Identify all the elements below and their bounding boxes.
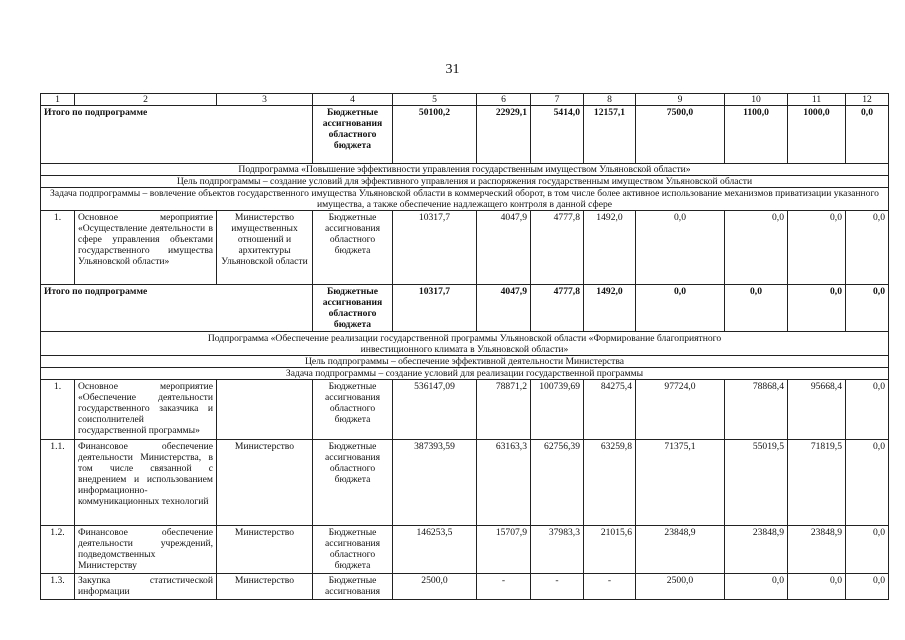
funding-source: Бюджетные ассигнования областного бюджета	[313, 285, 393, 332]
total-label: Итого по подпрограмме	[41, 106, 313, 164]
value-year: 21015,6	[584, 526, 636, 574]
col-header-6: 6	[477, 94, 531, 106]
subprogram-title: Подпрограмма «Повышение эффективности управления государственным имуществом Ульяновской области»	[41, 164, 889, 176]
measure-name: Основное мероприятие «Осуществление деятельности в сфере управления объектами государственного имущества Ульяновской области»	[75, 211, 217, 285]
table-row	[41, 526, 889, 574]
value-total: 387393,59	[393, 440, 477, 526]
value-year: 0,0	[846, 440, 889, 526]
measure-name: Закупка статистической информации	[75, 574, 217, 600]
subprogram-goal: Цель подпрограммы – обеспечение эффективной деятельности Министерства	[41, 356, 889, 368]
value-year: 23848,9	[725, 526, 788, 574]
value-year: 63163,3	[477, 440, 531, 526]
value-year: 5414,0	[531, 106, 584, 164]
col-header-10: 10	[725, 94, 788, 106]
value-year: 55019,5	[725, 440, 788, 526]
col-header-5: 5	[393, 94, 477, 106]
subprogram-title-row	[41, 164, 889, 176]
subprogram-total-row	[41, 285, 889, 332]
subprogram-title: Подпрограмма «Обеспечение реализации государственной программы Ульяновской области «Формирование благоприятного инвестиционного климата в Ульяновской области»	[41, 332, 889, 356]
table-row	[41, 380, 889, 440]
value-year: 0,0	[636, 285, 725, 332]
col-header-12: 12	[846, 94, 889, 106]
value-year: 62756,39	[531, 440, 584, 526]
value-year: 4777,8	[531, 211, 584, 285]
value-year: 12157,1	[584, 106, 636, 164]
value-year: 37983,3	[531, 526, 584, 574]
value-year: -	[477, 574, 531, 600]
subprogram-goal: Цель подпрограммы – создание условий для эффективного управления и распоряжения государственным имуществом Ульяновской области	[41, 176, 889, 188]
col-header-1: 1	[41, 94, 75, 106]
row-number: 1.	[41, 380, 75, 440]
value-total: 50100,2	[393, 106, 477, 164]
value-year: 0,0	[846, 574, 889, 600]
row-number: 1.3.	[41, 574, 75, 600]
value-year: 0,0	[725, 211, 788, 285]
value-year: 0,0	[788, 285, 846, 332]
col-header-3: 3	[217, 94, 313, 106]
executor	[217, 380, 313, 440]
value-year: 63259,8	[584, 440, 636, 526]
funding-source: Бюджетные ассигнования областного бюджета	[313, 106, 393, 164]
value-year: 1492,0	[584, 285, 636, 332]
executor: Министерство	[217, 440, 313, 526]
value-total: 10317,7	[393, 211, 477, 285]
value-year: 2500,0	[636, 574, 725, 600]
value-year: 4047,9	[477, 211, 531, 285]
value-total: 2500,0	[393, 574, 477, 600]
value-year: 78868,4	[725, 380, 788, 440]
executor: Министерство имущественных отношений и архитектуры Ульяновской области	[217, 211, 313, 285]
table-row	[41, 211, 889, 285]
subprogram-title-row	[41, 332, 889, 356]
value-year: -	[531, 574, 584, 600]
value-year: 23848,9	[636, 526, 725, 574]
budget-table	[40, 93, 889, 600]
col-header-9: 9	[636, 94, 725, 106]
subprogram-task: Задача подпрограммы – вовлечение объектов государственного имущества Ульяновской области в коммерческий оборот, в том числе более активное использование механизмов приватизации указанного имущества, а также обеспечение надлежащего контроля в данной сфере	[41, 188, 889, 211]
funding-source: Бюджетные ассигнования областного бюджета	[313, 526, 393, 574]
value-total: 536147,09	[393, 380, 477, 440]
value-total: 10317,7	[393, 285, 477, 332]
value-year: 78871,2	[477, 380, 531, 440]
measure-name: Финансовое обеспечение деятельности учреждений, подведомственных Министерству	[75, 526, 217, 574]
executor: Министерство	[217, 526, 313, 574]
value-year: 0,0	[846, 285, 889, 332]
table-row	[41, 440, 889, 526]
value-year: 23848,9	[788, 526, 846, 574]
value-year: 71819,5	[788, 440, 846, 526]
col-header-11: 11	[788, 94, 846, 106]
value-year: 97724,0	[636, 380, 725, 440]
value-year: 95668,4	[788, 380, 846, 440]
col-header-2: 2	[75, 94, 217, 106]
subprogram-goal-row	[41, 176, 889, 188]
subprogram-total-row	[41, 106, 889, 164]
funding-source: Бюджетные ассигнования областного бюджета	[313, 211, 393, 285]
value-total: 146253,5	[393, 526, 477, 574]
funding-source: Бюджетные ассигнования областного бюджета	[313, 380, 393, 440]
table-row	[41, 574, 889, 600]
value-year: 15707,9	[477, 526, 531, 574]
subprogram-task-row	[41, 368, 889, 380]
value-year: 100739,69	[531, 380, 584, 440]
column-number-row	[41, 94, 889, 106]
value-year: 0,0	[788, 574, 846, 600]
value-year: 0,0	[846, 106, 889, 164]
measure-name: Основное мероприятие «Обеспечение деятельности государственного заказчика и соисполнителей государственной программы»	[75, 380, 217, 440]
subprogram-task: Задача подпрограммы – создание условий для реализации государственной программы	[41, 368, 889, 380]
value-year: 0,0	[846, 211, 889, 285]
value-year: 7500,0	[636, 106, 725, 164]
value-year: 1000,0	[788, 106, 846, 164]
row-number: 1.	[41, 211, 75, 285]
executor: Министерство	[217, 574, 313, 600]
page-number: 31	[445, 62, 460, 77]
subprogram-task-row	[41, 188, 889, 211]
funding-source: Бюджетные ассигнования	[313, 574, 393, 600]
value-year: 0,0	[846, 380, 889, 440]
total-label: Итого по подпрограмме	[41, 285, 313, 332]
measure-name: Финансовое обеспечение деятельности Министерства, в том числе связанной с внедрением и использованием информационно-коммуникационных технологий	[75, 440, 217, 526]
value-year: 4047,9	[477, 285, 531, 332]
value-year: 71375,1	[636, 440, 725, 526]
value-year: 0,0	[846, 526, 889, 574]
value-year: 0,0	[636, 211, 725, 285]
value-year: 0,0	[725, 285, 788, 332]
row-number: 1.2.	[41, 526, 75, 574]
value-year: 1100,0	[725, 106, 788, 164]
value-year: 22929,1	[477, 106, 531, 164]
col-header-4: 4	[313, 94, 393, 106]
col-header-7: 7	[531, 94, 584, 106]
value-year: -	[584, 574, 636, 600]
funding-source: Бюджетные ассигнования областного бюджета	[313, 440, 393, 526]
value-year: 84275,4	[584, 380, 636, 440]
value-year: 0,0	[725, 574, 788, 600]
row-number: 1.1.	[41, 440, 75, 526]
value-year: 0,0	[788, 211, 846, 285]
subprogram-goal-row	[41, 356, 889, 368]
col-header-8: 8	[584, 94, 636, 106]
value-year: 1492,0	[584, 211, 636, 285]
value-year: 4777,8	[531, 285, 584, 332]
